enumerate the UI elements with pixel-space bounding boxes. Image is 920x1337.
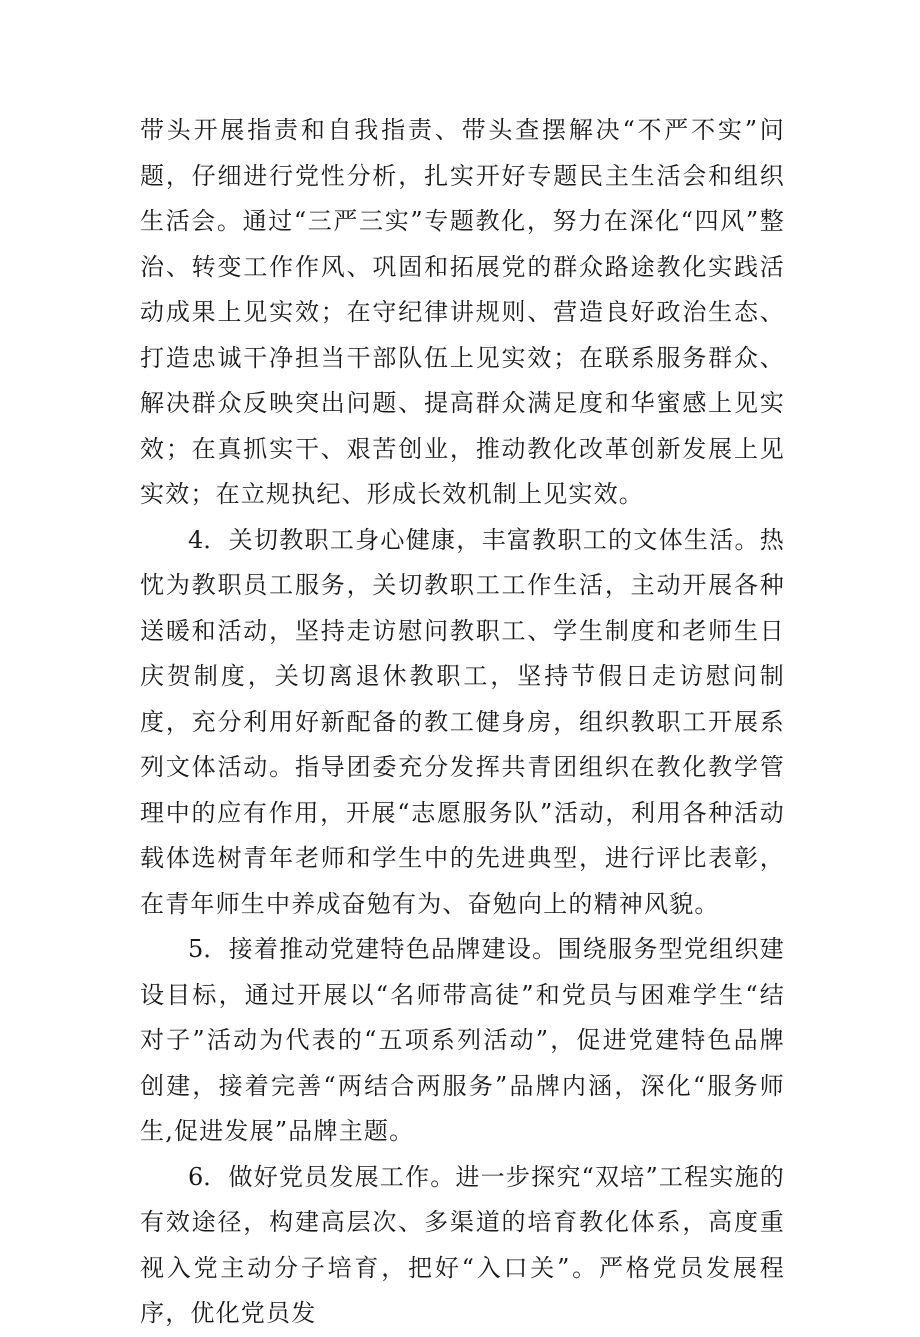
paragraph-item-4 — [140, 518, 785, 928]
paragraph-continuation — [140, 108, 785, 518]
item-number: 4 — [188, 525, 204, 554]
paragraph-item-6 — [140, 1155, 785, 1337]
paragraph-text: ．接着推动党建特色品牌建设。围绕服务型党组织建设目标，通过开展以“名师带高徒”和党员与困难学生“结对子”活动为代表的“五项系列活动”，促进党建特色品牌创建，接着完善“两结合两服务”品牌内涵，深化“服务师生,促进发展”品牌主题。 — [140, 935, 785, 1145]
paragraph-item-5 — [140, 927, 785, 1155]
item-number: 5 — [188, 935, 204, 963]
paragraph-text: ．关切教职工身心健康，丰富教职工的文体生活。热忱为教职员工服务，关切教职工工作生活，主动开展各种送暖和活动，坚持走访慰问教职工、学生制度和老师生日庆贺制度，关切离退休教职工，坚持节假日走访慰问制度，充分利用好新配备的教工健身房，组织教职工开展系列文体活动。指导团委充分发挥共青团组织在教化教学管理中的应有作用，开展“志愿服务队”活动，利用各种活动载体选树青年老师和学生中的先进典型，进行评比表彰，在青年师生中养成奋勉有为、奋勉向上的精神风貌。 — [140, 525, 785, 918]
item-number: 6 — [188, 1162, 204, 1191]
body-text — [140, 108, 785, 1337]
paragraph-text: ．做好党员发展工作。进一步探究“双培”工程实施的有效途径，构建高层次、多渠道的培育教化体系，高度重视入党主动分子培育，把好“入口关”。严格党员发展程序，优化党员发 — [140, 1162, 785, 1327]
paragraph-text: 带头开展指责和自我指责、带头查摆解决“不严不实”问题，仔细进行党性分析，扎实开好专题民主生活会和组织生活会。通过“三严三实”专题教化，努力在深化“四风”整治、转变工作作风、巩固和拓展党的群众路途教化实践活动成果上见实效；在守纪律讲规则、营造良好政治生态、打造忠诚干净担当干部队伍上见实效；在联系服务群众、解决群众反映突出问题、提高群众满足度和华蜜感上见实效；在真抓实干、艰苦创业，推动教化改革创新发展上见实效；在立规执纪、形成长效机制上见实效。 — [140, 116, 785, 508]
